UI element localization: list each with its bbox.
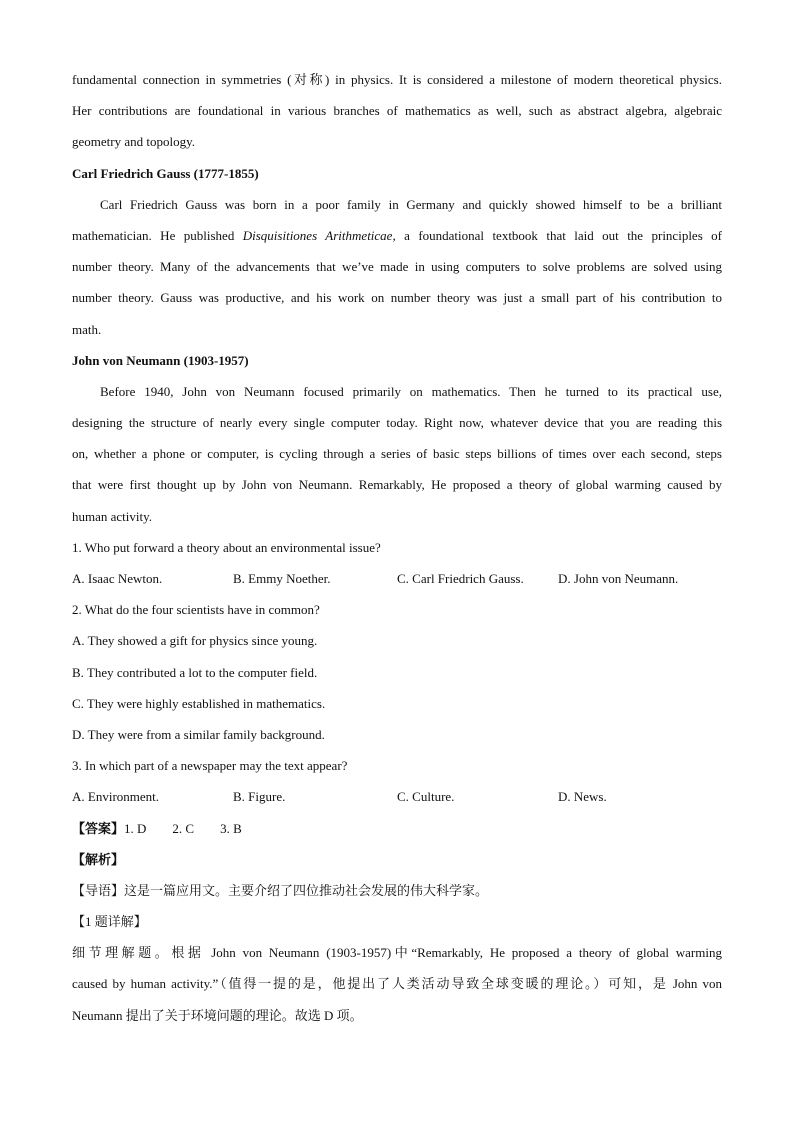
q3-option-a: A. Environment. [72, 789, 160, 805]
neumann-heading: John von Neumann (1903-1957) [72, 352, 249, 368]
detail-label: 【1 题详解】 [72, 914, 147, 930]
q1-option-c: C. Carl Friedrich Gauss. [397, 571, 524, 586]
answer-label: 【答案】 [72, 820, 125, 836]
neumann-line-5: human activity. [72, 508, 153, 524]
neumann-line-1: Before 1940, John von Neumann focused primarily on mathematics. Then he turned to its practical use, [100, 383, 722, 399]
q1-option-b: B. Emmy Noether. [233, 571, 331, 586]
gauss-line-4: number theory. Gauss was productive, and his work on number theory was just a small part of his contribution to [72, 290, 722, 306]
answer-item-1: 1. D [124, 820, 147, 836]
document-page [72, 64, 722, 1031]
answer-line [72, 813, 722, 844]
book-title: Disquisitiones Arithmeticae, [242, 227, 396, 243]
gauss-line-2-before: mathematician. He published [72, 227, 243, 243]
q3-option-d: D. News. [558, 789, 607, 805]
neumann-line-4: that were first thought up by John von Neumann. Remarkably, He proposed a theory of global warming caused by [72, 477, 722, 493]
analysis-label: 【解析】 [72, 851, 125, 867]
gauss-line-5: math. [72, 321, 102, 337]
answer-item-2: 2. C [172, 820, 195, 836]
intro-line-2: Her contributions are foundational in various branches of mathematics as well, such as abstract algebra, algebraic [72, 103, 722, 119]
intro-line-1: fundamental connection in symmetries (对称) in physics. It is considered a milestone of modern theoretical physics. [72, 72, 722, 87]
gauss-line-1: Carl Friedrich Gauss was born in a poor family in Germany and quickly showed himself to be a brilliant [100, 196, 722, 212]
q1-option-a: A. Isaac Newton. [72, 571, 163, 586]
gauss-line-3: number theory. Many of the advancements that we’ve made in using computers to solve problems are solved using [72, 259, 722, 275]
gauss-line-2 [72, 220, 722, 251]
q3-option-b: B. Figure. [233, 789, 286, 805]
question-1-options [72, 563, 722, 594]
question-2: 2. What do the four scientists have in common? [72, 602, 320, 618]
q1-option-d: D. John von Neumann. [558, 571, 679, 586]
q2-option-b: B. They contributed a lot to the computer field. [72, 664, 318, 680]
question-3-options [72, 781, 722, 812]
question-3: 3. In which part of a newspaper may the text appear? [72, 758, 348, 774]
q3-option-c: C. Culture. [397, 789, 455, 805]
neumann-line-3: on, whether a phone or computer, is cycling through a series of basic steps billions of times over each second, steps [72, 446, 722, 462]
q2-option-a: A. They showed a gift for physics since young. [72, 633, 318, 649]
detail-line-2: caused by human activity.”（值得一提的是，他提出了人类活动导致全球变暖的理论。）可知，是 John von [72, 976, 722, 992]
gauss-heading: Carl Friedrich Gauss (1777-1855) [72, 165, 259, 181]
detail-line-1: 细节理解题。根据 John von Neumann (1903-1957)中“Remarkably, He proposed a theory of global warming [72, 945, 722, 961]
neumann-line-2: designing the structure of nearly every single computer today. Right now, whatever device that you are reading this [72, 415, 722, 431]
q2-option-d: D. They were from a similar family background. [72, 726, 325, 742]
gauss-line-2-after: a foundational textbook that laid out the principles of [395, 227, 723, 243]
analysis-guide: 【导语】这是一篇应用文。主要介绍了四位推动社会发展的伟大科学家。 [72, 882, 489, 898]
q2-option-c: C. They were highly established in mathematics. [72, 695, 326, 711]
question-1: 1. Who put forward a theory about an environmental issue? [72, 539, 381, 555]
intro-line-3: geometry and topology. [72, 134, 195, 150]
detail-line-3: Neumann 提出了关于环境问题的理论。故选 D 项。 [72, 1007, 363, 1023]
answer-item-3: 3. B [220, 820, 242, 836]
